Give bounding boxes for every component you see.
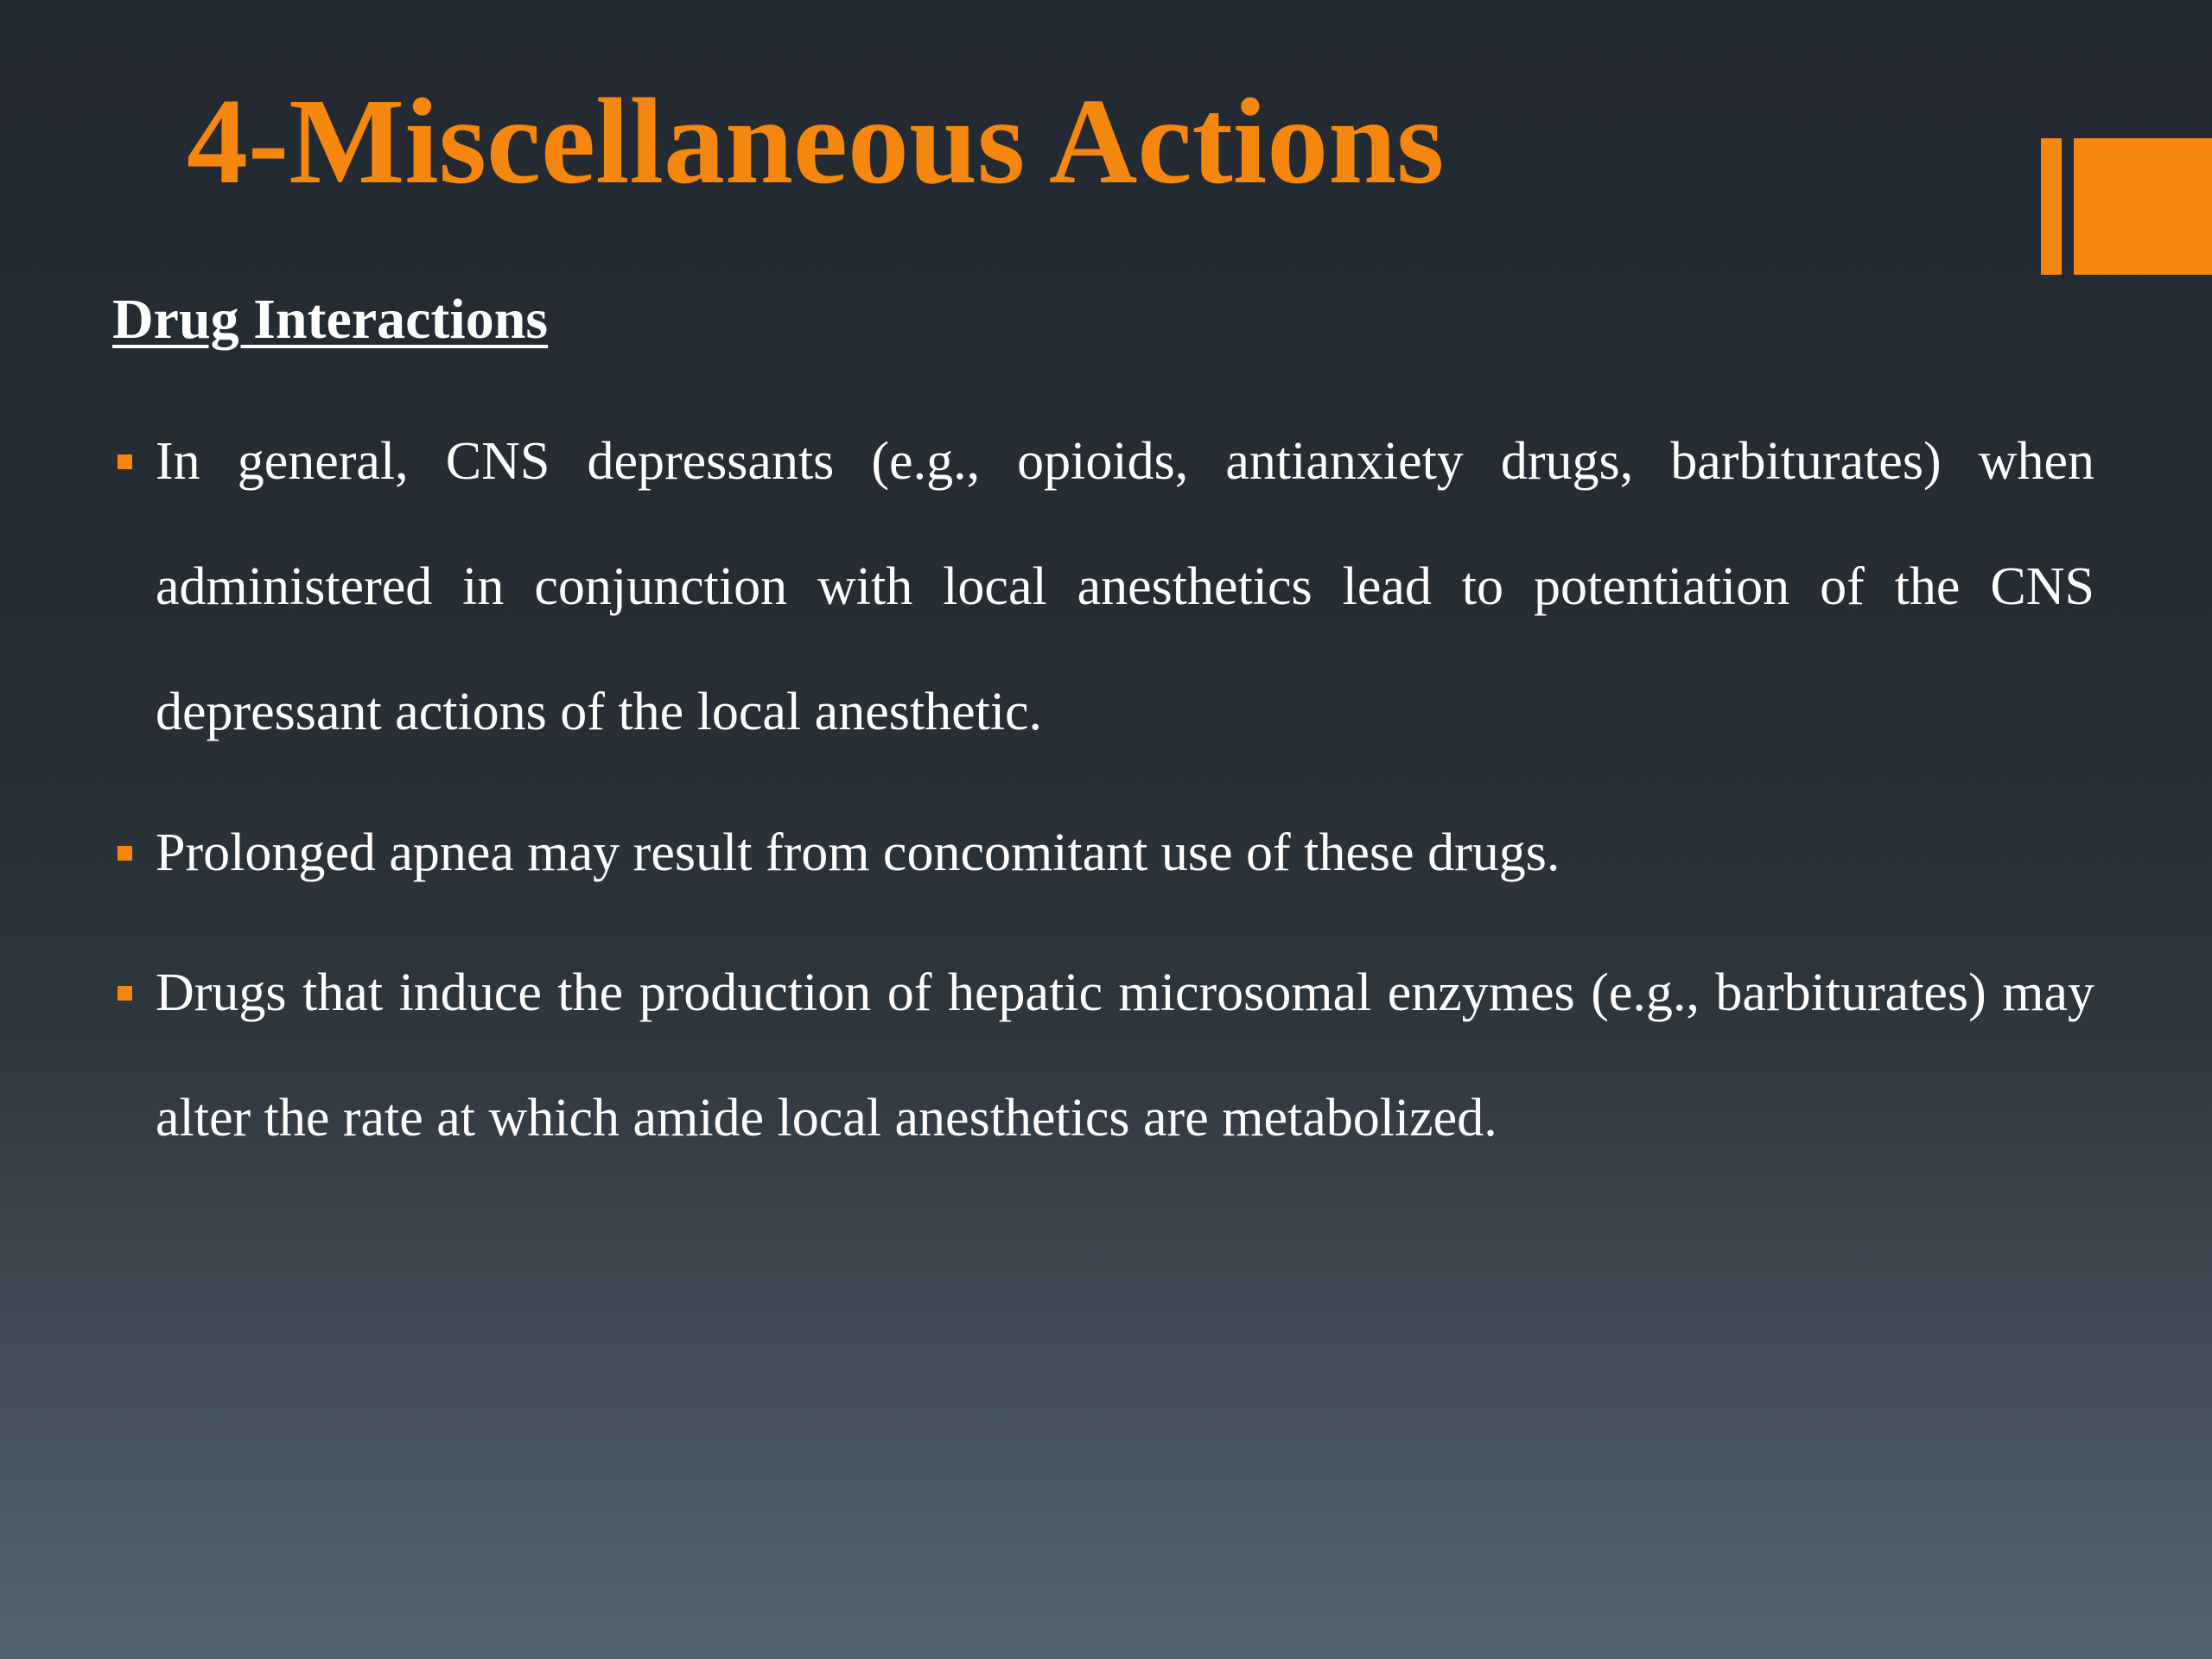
square-bullet-icon	[118, 454, 132, 469]
bullet-text: Prolonged apnea may result from concomitant use of these drugs.	[156, 823, 1560, 882]
title-accent-bar	[2041, 138, 2062, 275]
bullet-text: In general, CNS depressants (e.g., opioids, antianxiety drugs, barbiturates) when administered in conjunction with local anesthetics lead to potentiation of the CNS depressant actions of the local anesthetic.	[156, 432, 2094, 741]
bullet-text: Drugs that induce the production of hepatic microsomal enzymes (e.g., barbiturates) may alter the rate at which amide local anesthetics are metabolized.	[156, 963, 2094, 1147]
bullet-item	[156, 399, 2094, 775]
title-accent-block	[2074, 138, 2212, 275]
bullet-item	[156, 791, 2094, 916]
section-heading: Drug Interactions	[112, 288, 549, 351]
slide-title: 4-Miscellaneous Actions	[187, 73, 1445, 209]
square-bullet-icon	[118, 846, 132, 861]
bullet-item	[156, 931, 2094, 1181]
square-bullet-icon	[118, 986, 132, 1001]
